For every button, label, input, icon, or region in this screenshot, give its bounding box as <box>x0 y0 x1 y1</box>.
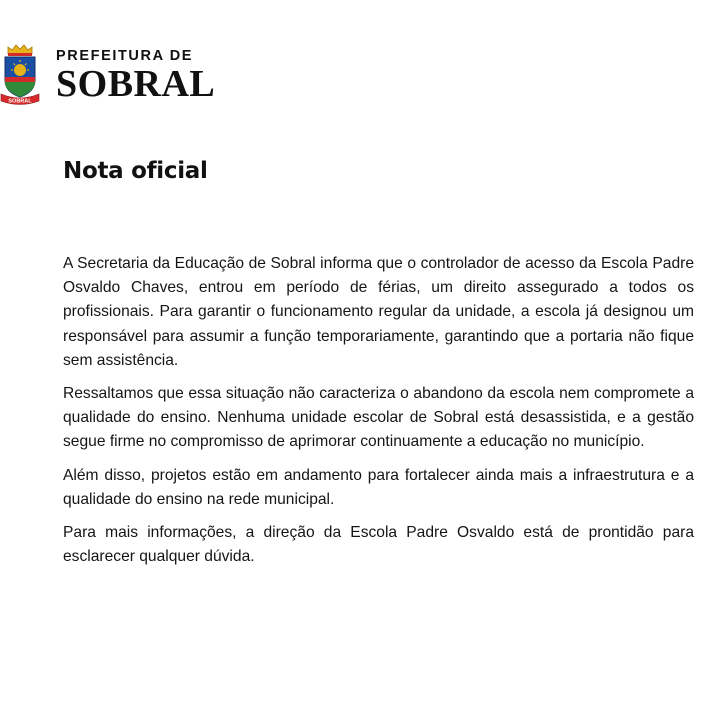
crest-icon <box>0 44 40 106</box>
paragraph: A Secretaria da Educação de Sobral informa que o controlador de acesso da Escola Padre Osvaldo Chaves, entrou em período de férias, um direito assegurado a todos os profissionais. Para garantir o funcionamento regular da unidade, a escola já designou um responsável para assumir a função temporariamente, garantindo que a portaria não fique sem assistência. <box>63 255 694 369</box>
header-logo <box>0 40 260 110</box>
document-title: Nota oficial <box>63 158 208 184</box>
paragraph: Para mais informações, a direção da Escola Padre Osvaldo está de prontidão para esclarecer qualquer dúvida. <box>63 524 694 566</box>
brand-top-text: PREFEITURA DE <box>56 48 194 64</box>
brand-wordmark <box>56 48 215 103</box>
paragraph: Ressaltamos que essa situação não caracteriza o abandono da escola nem compromete a qualidade do ensino. Nenhuma unidade escolar de Sobral está desassistida, e a gestão segue firme no compromisso de aprimorar continuamente a educação no município. <box>63 385 694 451</box>
paragraph: Além disso, projetos estão em andamento para fortalecer ainda mais a infraestrutura e a qualidade do ensino na rede municipal. <box>63 466 694 508</box>
document-body <box>63 252 694 578</box>
brand-main-text: SOBRAL <box>56 63 216 105</box>
crest-ribbon-text: SOBRAL <box>8 98 32 105</box>
